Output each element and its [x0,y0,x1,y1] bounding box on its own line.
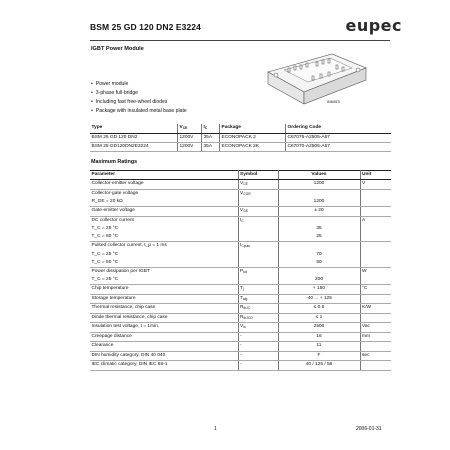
cell-ordering-code: C67070-A2505-A67 [286,142,392,151]
cell-parameter: Clearance [90,342,238,352]
cell-value [278,189,360,198]
cell-symbol [238,225,278,233]
cell-unit [360,207,391,217]
brand-logo: eupec [345,16,402,35]
cell-value: 40 / 125 / 56 [278,361,360,371]
cell-symbol [238,323,278,333]
cell-symbol [238,233,278,242]
symbol-subscript: thJCD [243,315,253,320]
cell-value: 11 [278,342,360,352]
cell-vce: 1200V [178,133,202,142]
document-title: BSM 25 GD 120 DN2 E3224 [90,22,201,32]
cell-unit: °C [360,285,391,295]
symbol-letter: T [240,286,243,291]
cell-ic: 35A [202,142,220,151]
page-header [90,16,402,38]
feature-list [91,80,187,116]
ordering-table [90,124,391,152]
cell-parameter: DIN humidity category, DIN 40 040 [90,351,238,361]
symbol-letter: I [240,243,242,248]
column-header-vce: $V_{CE}$ [178,124,202,133]
table-row [90,189,391,198]
cell-value: ± 20 [278,207,360,217]
cell-value: 1200 [278,198,360,207]
symbol-subscript: C [241,218,244,223]
cell-symbol [238,198,278,207]
symbol-subscript: thJC [243,306,251,310]
cell-unit [360,242,391,251]
cell-vce: 1200V [178,142,202,151]
cell-parameter: Gate-emitter voltage [90,207,238,217]
symbol-subscript: j [242,287,244,291]
cell-value: ≤ 1 [278,313,360,323]
cell-unit: V [360,180,391,190]
cell-package: ECONOPACK 2K [220,142,286,151]
cell-parameter: T_C = 80 °C [90,259,238,268]
symbol-subscript: Cpuls [241,244,250,248]
table-row [90,342,391,352]
cell-unit [360,294,391,304]
cell-parameter: DC collector current [90,216,238,225]
cell-value [278,216,360,225]
symbol-letter: - [240,343,242,348]
symbol-subscript: tot [243,269,247,274]
cell-type: BSM 25 GD120DN2E3224 [90,142,178,151]
cell-parameter: Diode thermal resistance, chip case [90,313,238,323]
cell-parameter: Collector-gate voltage [90,189,238,198]
table-header-row [90,171,391,180]
cell-parameter: Power dissipation per IGBT [90,267,238,276]
feature-item: • Power module [91,80,187,89]
table-row [90,242,391,251]
cell-value: 70 [278,251,360,259]
table-row [90,225,391,233]
symbol-subscript: CE [243,182,248,186]
cell-value: ≤ 0.6 [278,304,360,314]
table-header-row [90,124,391,133]
table-row [90,351,391,361]
table-row [90,276,391,285]
cell-unit: Vac [360,323,391,333]
feature-item: • Package with insulated metal base plate [91,107,187,116]
cell-parameter: T_C = 25 °C [90,225,238,233]
maximum-ratings-title: Maximum Ratings [91,159,138,165]
cell-value: 25 [278,233,360,242]
symbol-letter: V [240,208,244,213]
cell-parameter: IEC climatic category, DIN IEC 68-1 [90,361,238,371]
symbol-letter: I [240,217,242,223]
cell-unit [360,189,391,198]
table-row [90,198,391,207]
table-row [90,216,391,225]
table-row [90,361,391,371]
cell-symbol [238,361,278,371]
cell-value: 2500 [278,323,360,333]
cell-unit [360,361,391,371]
cell-symbol [238,242,278,251]
cell-unit [360,251,391,259]
cell-package: ECONOPACK 2 [220,133,286,142]
column-header-package: Package [220,124,286,133]
cell-value: 35 [278,225,360,233]
table-row [90,304,391,314]
cell-symbol [238,216,278,225]
cell-value: 16 [278,332,360,342]
cell-symbol [238,267,278,276]
cell-value: -40 ... + 125 [278,294,360,304]
cell-parameter: Storage temperature [90,294,238,304]
cell-parameter: Thermal resistance, chip case [90,304,238,314]
column-header-ordering-code: Ordering Code [286,124,392,133]
module-package-image [262,48,372,110]
cell-parameter: R_GE = 20 kΩ [90,198,238,207]
cell-symbol [238,351,278,361]
cell-value [278,267,360,276]
symbol-letter: V [240,181,244,186]
symbol-letter: - [240,362,242,367]
table-row [90,323,391,333]
cell-parameter: T_C = 25 °C [90,276,238,285]
cell-symbol [238,207,278,217]
cell-type: BSM 25 GD 120 DN2 [90,133,178,142]
symbol-subscript: GE [243,209,249,213]
symbol-letter: T [240,295,243,301]
maximum-ratings-table [90,170,391,371]
table-row [90,332,391,342]
symbol-letter: - [240,333,242,339]
table-row [90,285,391,295]
table-row [90,313,391,323]
cell-value [278,242,360,251]
symbol-subscript: is [243,325,246,329]
table-row [90,142,391,151]
column-header-symbol: Symbol [238,171,278,180]
symbol-letter: R [240,314,244,320]
table-row [90,251,391,259]
cell-symbol [238,342,278,352]
symbol-subscript: stg [242,296,248,301]
cell-value: 50 [278,259,360,268]
cell-symbol [238,285,278,295]
column-header-unit: Unit [360,171,391,180]
cell-value: F [278,351,360,361]
product-subtitle: IGBT Power Module [91,46,144,52]
page-number: 1 [214,426,217,432]
cell-unit: A [362,217,366,223]
cell-symbol [238,251,278,259]
cell-symbol [238,304,278,314]
document-date: 2006-01-31 [356,426,382,432]
symbol-letter: R [240,305,244,310]
cell-unit [360,225,391,233]
table-row [90,259,391,268]
header-rule [90,40,390,41]
table-row [90,294,391,304]
cell-unit [360,342,391,352]
symbol-subscript: CGR [243,191,251,196]
column-header-ic: $I_C$ [202,124,220,133]
cell-unit [360,313,391,323]
cell-parameter: Chip temperature [90,285,238,295]
cell-unit: mm [360,332,391,342]
cell-unit [360,233,391,242]
cell-symbol [238,180,278,190]
column-header-values: Values [278,171,360,180]
cell-parameter: Creepage distance [90,332,238,342]
cell-parameter: T_C = 80 °C [90,233,238,242]
cell-symbol [238,276,278,285]
table-row [90,267,391,276]
cell-value: 1200 [278,180,360,190]
cell-parameter: Pulsed collector current, t_p = 1 ms [90,242,238,251]
cell-unit: K/W [360,304,391,314]
cell-ic: 35A [202,133,220,142]
cell-unit: sec [360,351,391,361]
cell-symbol [238,332,278,342]
cell-value: + 150 [278,285,360,295]
cell-symbol [238,189,278,198]
column-header-parameter: Parameter [90,171,238,180]
table-row [90,133,391,142]
symbol-letter: P [240,268,244,274]
cell-unit [360,259,391,268]
table-row [90,180,391,190]
symbol-letter: V [240,324,244,329]
feature-item: • 3-phase full-bridge [91,89,187,98]
cell-symbol [238,294,278,304]
cell-parameter: Collector-emitter voltage [90,180,238,190]
cell-unit [360,198,391,207]
image-caption: IN6057l [327,100,341,104]
symbol-letter: V [240,190,244,196]
symbol-letter: - [240,352,242,358]
column-header-type: Type [90,124,178,133]
cell-parameter: Insulation test voltage, t = 1min. [90,323,238,333]
cell-symbol [238,259,278,268]
feature-item: • Including fast free-wheel diodes [91,98,187,107]
cell-value: 200 [278,276,360,285]
table-row [90,207,391,217]
cell-unit: W [362,268,367,274]
cell-symbol [238,313,278,323]
table-row [90,233,391,242]
cell-ordering-code: C67076-A2505-A67 [286,133,392,142]
cell-parameter: T_C = 25 °C [90,251,238,259]
cell-unit [360,276,391,285]
